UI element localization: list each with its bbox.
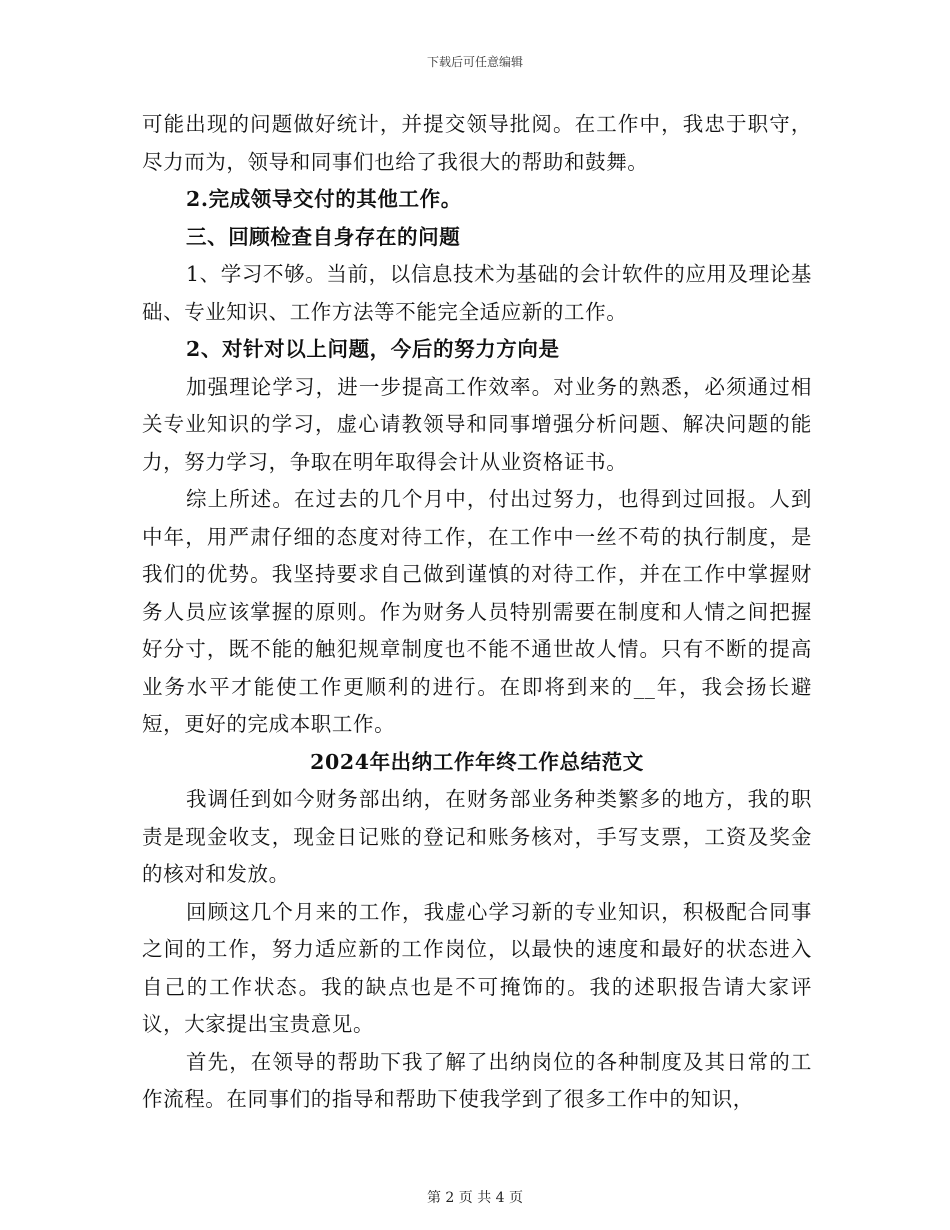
paragraph: 综上所述。在过去的几个月中，付出过努力，也得到过回报。人到中年，用严肃仔细的态度对待工作，在工作中一丝不苟的执行制度，是我们的优势。我坚持要求自己做到谨慎的对待工作，并在工作中掌握财务人员应该掌握的原则。作为财务人员特别需要在制度和人情之间把握好分寸，既不能的触犯规章制度也不能不通世故人情。只有不断的提高业务水平才能使工作更顺利的进行。在即将到来的__年，我会扬长避短，更好的完成本职工作。 — [142, 487, 812, 736]
paragraph: 回顾这几个月来的工作，我虚心学习新的专业知识，积极配合同事之间的工作，努力适应新的工作岗位，以最快的速度和最好的状态进入自己的工作状态。我的缺点也是不可掩饰的。我的述职报告请大家评议，大家提出宝贵意见。 — [142, 899, 812, 1036]
document-body — [142, 106, 812, 1119]
page-footer: 第 2 页 共 4 页 — [426, 1190, 524, 1206]
paragraph: 首先，在领导的帮助下我了解了出纳岗位的各种制度及其日常的工作流程。在同事们的指导和帮助下使我学到了很多工作中的知识， — [142, 1049, 812, 1111]
paragraph: 加强理论学习，进一步提高工作效率。对业务的熟悉，必须通过相关专业知识的学习，虚心请教领导和同事增强分析问题、解决问题的能力，努力学习，争取在明年取得会计从业资格证书。 — [142, 374, 812, 474]
paragraph: 1、学习不够。当前，以信息技术为基础的会计软件的应用及理论基础、专业知识、工作方法等不能完全适应新的工作。 — [142, 262, 812, 324]
document-title: 2024年出纳工作年终工作总结范文 — [310, 749, 644, 774]
paragraph: 我调任到如今财务部出纳，在财务部业务种类繁多的地方，我的职责是现金收支，现金日记账的登记和账务核对，手写支票，工资及奖金的核对和发放。 — [142, 787, 812, 886]
page-header: 下载后可任意编辑 — [426, 55, 523, 69]
paragraph-continuation: 可能出现的问题做好统计，并提交领导批阅。在工作中，我忠于职守，尽力而为，领导和同事们也给了我很大的帮助和鼓舞。 — [142, 112, 812, 174]
item-heading: 2.完成领导交付的其他工作。 — [186, 187, 462, 211]
item-heading: 2、对针对以上问题，今后的努力方向是 — [186, 337, 560, 361]
section-heading: 三、回顾检查自身存在的问题 — [186, 224, 461, 249]
